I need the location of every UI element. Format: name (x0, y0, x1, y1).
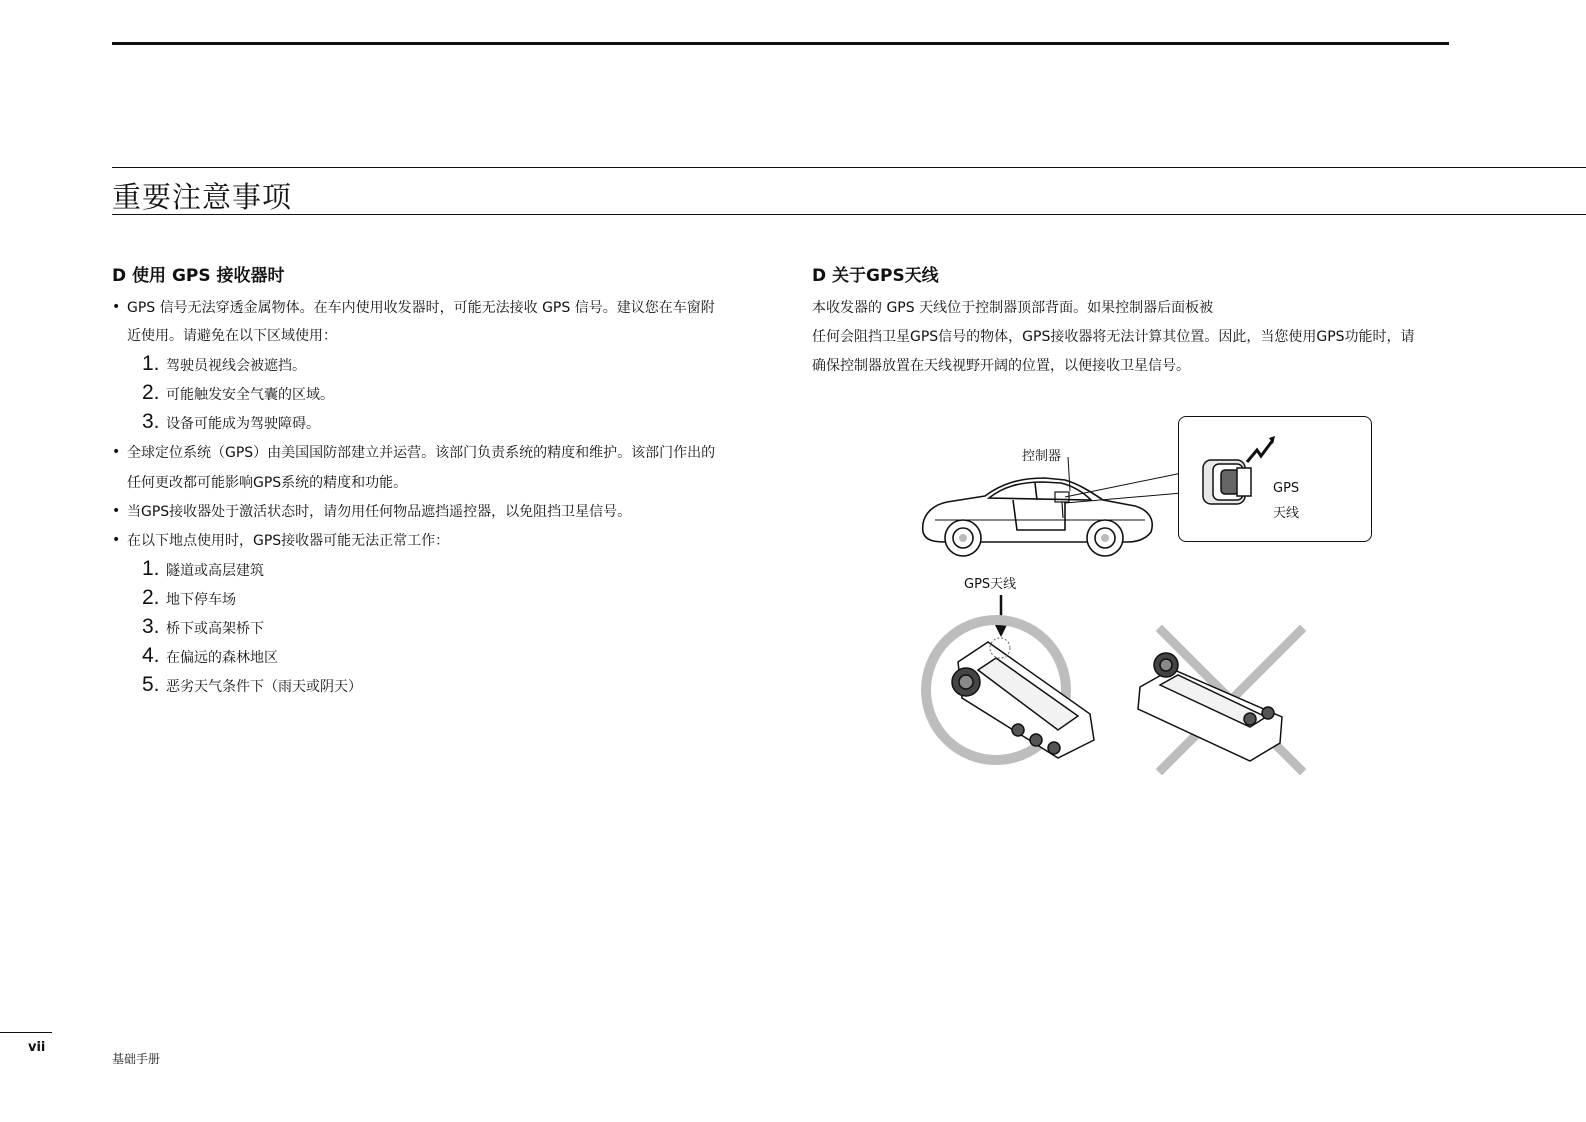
list-text: 在偏远的森林地区 (166, 650, 278, 666)
bullet-text: 当GPS接收器处于激活状态时，请勿用任何物品遮挡遥控器，以免阻挡卫星信号。 (127, 504, 632, 520)
header-rule (112, 42, 1449, 45)
correct-placement-figure (918, 612, 1098, 772)
list-number: 5. (142, 673, 160, 696)
list-item (142, 558, 264, 582)
page-number-rule (0, 1032, 52, 1033)
list-text: 驾驶员视线会被遮挡。 (166, 358, 306, 374)
footer-book-title: 基础手册 (112, 1052, 161, 1066)
left-section-heading: D 使用 GPS 接收器时 (112, 266, 285, 286)
gps-antenna-label: GPS天线 (964, 577, 1017, 592)
bullet-text: 全球定位系统（GPS）由美国国防部建立并运营。该部门负责系统的精度和维护。该部门作出的 (127, 445, 716, 461)
controller-label: 控制器 (1022, 449, 1062, 464)
paragraph-line: 任何会阻挡卫星GPS信号的物体，GPS接收器将无法计算其位置。因此，当您使用GPS功能时，请 (812, 329, 1415, 345)
bullet-text: 在以下地点使用时，GPS接收器可能无法正常工作： (127, 533, 450, 549)
bullet-dot: • (112, 444, 121, 460)
list-item (142, 674, 362, 698)
list-text: 隧道或高层建筑 (166, 563, 264, 579)
title-rule-bottom (112, 214, 1586, 215)
list-item (142, 587, 236, 611)
paragraph-line: 确保控制器放置在天线视野开阔的位置，以便接收卫星信号。 (812, 358, 1190, 374)
list-number: 4. (142, 644, 160, 667)
list-number: 3. (142, 410, 160, 433)
list-number: 2. (142, 586, 160, 609)
right-section-heading: D 关于GPS天线 (812, 266, 939, 286)
page-number: vii (28, 1040, 46, 1055)
callout-leader-lines (1060, 455, 1185, 510)
list-item (142, 616, 264, 640)
list-item (142, 645, 278, 669)
title-rule-top (112, 167, 1586, 168)
list-text: 地下停车场 (166, 592, 236, 608)
bullet-text: GPS 信号无法穿透金属物体。在车内使用收发器时，可能无法接收 GPS 信号。建议您在车窗附 (127, 300, 715, 316)
list-number: 1. (142, 557, 160, 580)
list-item (142, 382, 334, 406)
list-text: 桥下或高架桥下 (166, 621, 264, 637)
incorrect-placement-figure (1132, 625, 1307, 775)
list-text: 设备可能成为驾驶障碍。 (166, 416, 320, 432)
gps-callout-label-line1: GPS (1273, 481, 1300, 496)
list-number: 2. (142, 381, 160, 404)
bullet-text: 近使用。请避免在以下区域使用： (127, 328, 337, 344)
list-item (142, 353, 306, 377)
bullet-dot: • (112, 503, 121, 519)
bullet-text: 任何更改都可能影响GPS系统的精度和功能。 (127, 475, 408, 491)
list-text: 恶劣天气条件下（雨天或阴天） (166, 679, 362, 695)
bullet-dot: • (112, 299, 121, 315)
page-title: 重要注意事项 (112, 180, 293, 214)
list-number: 1. (142, 352, 160, 375)
antenna-detail-icon (1195, 432, 1285, 527)
list-item (142, 411, 320, 435)
bullet-dot: • (112, 532, 121, 548)
list-text: 可能触发安全气囊的区域。 (166, 387, 334, 403)
gps-callout-label-line2: 天线 (1273, 506, 1300, 521)
paragraph-line: 本收发器的 GPS 天线位于控制器顶部背面。如果控制器后面板被 (812, 300, 1214, 316)
list-number: 3. (142, 615, 160, 638)
